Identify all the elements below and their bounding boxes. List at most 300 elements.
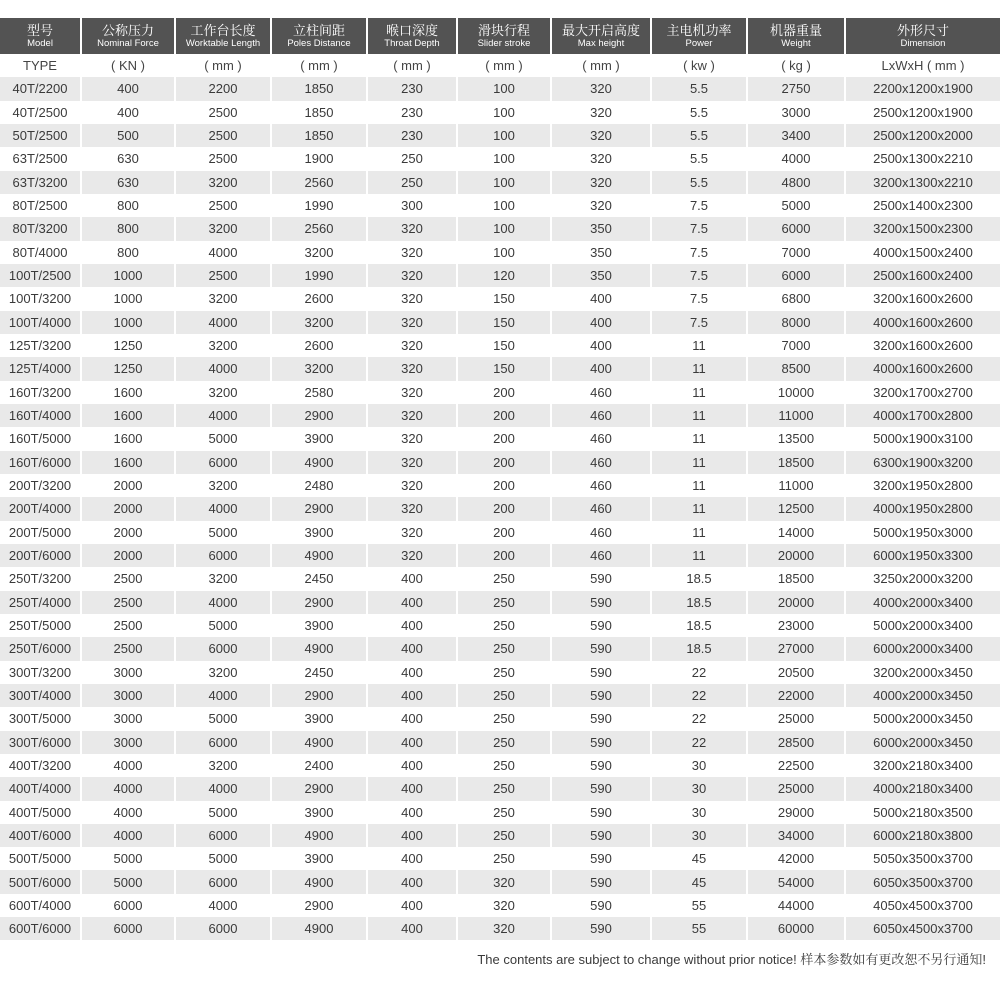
- table-cell: 590: [552, 637, 652, 660]
- table-cell: 7000: [748, 334, 846, 357]
- table-cell: 590: [552, 684, 652, 707]
- table-cell: 2500: [176, 124, 272, 147]
- table-row: [0, 287, 1000, 310]
- table-cell: 630: [82, 171, 176, 194]
- table-cell: 320: [552, 124, 652, 147]
- table-cell: 3200x1600x2600: [846, 334, 1000, 357]
- table-cell: 6000x2000x3450: [846, 731, 1000, 754]
- table-cell: 18.5: [652, 591, 748, 614]
- table-cell: 460: [552, 474, 652, 497]
- table-cell: 45: [652, 847, 748, 870]
- table-cell: 320: [368, 404, 458, 427]
- table-cell: 4000x2000x3400: [846, 591, 1000, 614]
- table-cell: 3200: [176, 171, 272, 194]
- table-row: [0, 497, 1000, 520]
- table-cell: 5000x1950x3000: [846, 521, 1000, 544]
- table-cell: 320: [368, 474, 458, 497]
- table-row: [0, 707, 1000, 730]
- table-cell: 590: [552, 777, 652, 800]
- table-cell: 7.5: [652, 264, 748, 287]
- table-cell: 250: [458, 707, 552, 730]
- table-cell: 6000x2000x3400: [846, 637, 1000, 660]
- table-cell: 6000: [176, 870, 272, 893]
- table-cell: 2500: [176, 101, 272, 124]
- table-cell: 6000: [748, 217, 846, 240]
- table-cell: 3000: [82, 684, 176, 707]
- table-cell: 1250: [82, 357, 176, 380]
- table-cell: 4900: [272, 637, 368, 660]
- table-cell: 6000: [82, 917, 176, 940]
- table-cell: 2560: [272, 217, 368, 240]
- table-cell: 25000: [748, 777, 846, 800]
- table-cell: 11: [652, 427, 748, 450]
- table-cell: 590: [552, 917, 652, 940]
- table-cell: 6050x3500x3700: [846, 870, 1000, 893]
- table-cell: 60000: [748, 917, 846, 940]
- table-cell: 590: [552, 801, 652, 824]
- table-cell: 320: [458, 870, 552, 893]
- table-cell: 320: [368, 381, 458, 404]
- table-row: [0, 264, 1000, 287]
- table-cell: 3200: [176, 287, 272, 310]
- table-cell: 50T/2500: [0, 124, 82, 147]
- table-cell: 5000x2000x3400: [846, 614, 1000, 637]
- table-cell: 23000: [748, 614, 846, 637]
- table-cell: 4900: [272, 731, 368, 754]
- table-cell: 11000: [748, 404, 846, 427]
- table-cell: 100: [458, 241, 552, 264]
- table-cell: 320: [368, 241, 458, 264]
- table-cell: 2900: [272, 404, 368, 427]
- table-cell: 200: [458, 451, 552, 474]
- table-cell: 4000: [176, 777, 272, 800]
- table-cell: 120: [458, 264, 552, 287]
- table-row: [0, 217, 1000, 240]
- table-cell: 4000: [82, 754, 176, 777]
- table-cell: 400: [368, 917, 458, 940]
- table-row: [0, 101, 1000, 124]
- table-cell: 7000: [748, 241, 846, 264]
- table-cell: 320: [458, 917, 552, 940]
- table-cell: 3200: [176, 474, 272, 497]
- table-cell: 600T/6000: [0, 917, 82, 940]
- table-cell: 320: [368, 287, 458, 310]
- table-cell: 320: [368, 427, 458, 450]
- table-cell: 11: [652, 521, 748, 544]
- table-cell: 320: [458, 894, 552, 917]
- table-cell: 1600: [82, 381, 176, 404]
- table-cell: 2500: [82, 591, 176, 614]
- table-cell: 4000x1600x2600: [846, 357, 1000, 380]
- table-cell: 350: [552, 264, 652, 287]
- column-header-en: Poles Distance: [287, 37, 351, 49]
- table-cell: 320: [552, 194, 652, 217]
- table-cell: 22: [652, 684, 748, 707]
- table-cell: 3900: [272, 801, 368, 824]
- table-cell: 2500: [82, 637, 176, 660]
- table-cell: 400: [552, 334, 652, 357]
- table-row: [0, 241, 1000, 264]
- table-cell: 3900: [272, 521, 368, 544]
- column-header-zh: 最大开启高度: [561, 22, 640, 38]
- column-header: [652, 18, 748, 54]
- table-row: [0, 194, 1000, 217]
- table-cell: 590: [552, 661, 652, 684]
- table-cell: 590: [552, 870, 652, 893]
- table-cell: 20500: [748, 661, 846, 684]
- table-cell: 200T/3200: [0, 474, 82, 497]
- table-cell: 63T/2500: [0, 147, 82, 170]
- table-cell: 2000: [82, 521, 176, 544]
- table-cell: 3200: [272, 311, 368, 334]
- table-cell: 400: [368, 754, 458, 777]
- table-cell: 22000: [748, 684, 846, 707]
- table-cell: 2000: [82, 544, 176, 567]
- table-cell: 1000: [82, 264, 176, 287]
- unit-cell: ( kg ): [748, 54, 846, 77]
- table-cell: 2500x1400x2300: [846, 194, 1000, 217]
- table-cell: 28500: [748, 731, 846, 754]
- table-cell: 320: [368, 497, 458, 520]
- table-cell: 2500: [176, 147, 272, 170]
- table-row: [0, 357, 1000, 380]
- table-cell: 320: [552, 101, 652, 124]
- table-cell: 5.5: [652, 147, 748, 170]
- table-cell: 1850: [272, 124, 368, 147]
- table-cell: 6300x1900x3200: [846, 451, 1000, 474]
- table-cell: 2600: [272, 287, 368, 310]
- table-cell: 5000: [176, 847, 272, 870]
- table-cell: 460: [552, 544, 652, 567]
- table-row: [0, 381, 1000, 404]
- table-cell: 400: [368, 870, 458, 893]
- table-cell: 2750: [748, 77, 846, 100]
- table-cell: 4000x1950x2800: [846, 497, 1000, 520]
- table-row: [0, 544, 1000, 567]
- table-cell: 250: [458, 731, 552, 754]
- table-cell: 11: [652, 357, 748, 380]
- table-cell: 11: [652, 544, 748, 567]
- table-row: [0, 870, 1000, 893]
- table-cell: 320: [368, 451, 458, 474]
- table-cell: 4000: [176, 591, 272, 614]
- table-cell: 40T/2500: [0, 101, 82, 124]
- table-cell: 3200: [272, 241, 368, 264]
- table-cell: 22: [652, 707, 748, 730]
- table-cell: 460: [552, 404, 652, 427]
- table-cell: 5.5: [652, 124, 748, 147]
- table-cell: 320: [368, 521, 458, 544]
- table-cell: 2500: [82, 614, 176, 637]
- table-cell: 160T/6000: [0, 451, 82, 474]
- table-row: [0, 404, 1000, 427]
- table-cell: 8000: [748, 311, 846, 334]
- column-header-en: Throat Depth: [384, 37, 440, 49]
- table-cell: 400: [368, 847, 458, 870]
- table-cell: 3200x1600x2600: [846, 287, 1000, 310]
- column-header-en: Dimension: [900, 37, 946, 49]
- table-cell: 4900: [272, 544, 368, 567]
- table-cell: 3200x1300x2210: [846, 171, 1000, 194]
- column-header-zh: 立柱间距: [292, 22, 345, 38]
- table-cell: 230: [368, 124, 458, 147]
- table-cell: 3200: [176, 567, 272, 590]
- table-cell: 2560: [272, 171, 368, 194]
- table-cell: 500T/6000: [0, 870, 82, 893]
- table-cell: 200: [458, 474, 552, 497]
- table-cell: 200: [458, 381, 552, 404]
- table-cell: 400: [368, 637, 458, 660]
- table-cell: 350: [552, 241, 652, 264]
- table-cell: 590: [552, 824, 652, 847]
- table-cell: 10000: [748, 381, 846, 404]
- table-cell: 200T/5000: [0, 521, 82, 544]
- table-cell: 320: [368, 357, 458, 380]
- column-header-en: Nominal Force: [97, 37, 159, 49]
- table-row: [0, 334, 1000, 357]
- table-cell: 800: [82, 217, 176, 240]
- table-cell: 400: [552, 311, 652, 334]
- unit-cell: LxWxH ( mm ): [846, 54, 1000, 77]
- table-cell: 7.5: [652, 287, 748, 310]
- table-cell: 6050x4500x3700: [846, 917, 1000, 940]
- table-cell: 22: [652, 731, 748, 754]
- table-cell: 80T/4000: [0, 241, 82, 264]
- table-cell: 400T/3200: [0, 754, 82, 777]
- table-cell: 590: [552, 754, 652, 777]
- table-cell: 4000: [176, 684, 272, 707]
- table-cell: 400: [368, 707, 458, 730]
- table-cell: 4000x1500x2400: [846, 241, 1000, 264]
- table-cell: 44000: [748, 894, 846, 917]
- table-cell: 42000: [748, 847, 846, 870]
- table-cell: 400: [368, 661, 458, 684]
- table-cell: 3200x2180x3400: [846, 754, 1000, 777]
- unit-cell: ( mm ): [552, 54, 652, 77]
- table-cell: 6000x2180x3800: [846, 824, 1000, 847]
- table-cell: 4900: [272, 870, 368, 893]
- table-cell: 22500: [748, 754, 846, 777]
- table-cell: 2900: [272, 497, 368, 520]
- table-cell: 250: [458, 824, 552, 847]
- table-cell: 4000x1700x2800: [846, 404, 1000, 427]
- table-cell: 100: [458, 101, 552, 124]
- table-cell: 400: [368, 731, 458, 754]
- table-cell: 100: [458, 194, 552, 217]
- table-cell: 590: [552, 731, 652, 754]
- table-cell: 4000: [748, 147, 846, 170]
- table-cell: 200: [458, 427, 552, 450]
- table-cell: 4800: [748, 171, 846, 194]
- table-row: [0, 731, 1000, 754]
- table-cell: 13500: [748, 427, 846, 450]
- table-cell: 3200: [176, 754, 272, 777]
- table-cell: 6800: [748, 287, 846, 310]
- table-row: [0, 451, 1000, 474]
- table-cell: 100: [458, 147, 552, 170]
- table-row: [0, 637, 1000, 660]
- table-cell: 5000: [176, 614, 272, 637]
- table-cell: 4900: [272, 824, 368, 847]
- table-cell: 4000: [176, 357, 272, 380]
- table-cell: 11: [652, 474, 748, 497]
- table-cell: 45: [652, 870, 748, 893]
- table-cell: 1000: [82, 311, 176, 334]
- table-cell: 6000: [176, 731, 272, 754]
- table-cell: 400: [368, 684, 458, 707]
- table-cell: 6000: [748, 264, 846, 287]
- table-cell: 100: [458, 217, 552, 240]
- table-cell: 4000: [176, 311, 272, 334]
- table-cell: 400: [368, 591, 458, 614]
- table-cell: 4000: [82, 824, 176, 847]
- table-cell: 200T/6000: [0, 544, 82, 567]
- table-cell: 590: [552, 894, 652, 917]
- table-cell: 6000: [82, 894, 176, 917]
- table-cell: 3200: [272, 357, 368, 380]
- table-cell: 400: [552, 357, 652, 380]
- unit-cell: ( mm ): [458, 54, 552, 77]
- column-header: [846, 18, 1000, 54]
- table-cell: 4000: [82, 777, 176, 800]
- table-cell: 500T/5000: [0, 847, 82, 870]
- table-cell: 4900: [272, 917, 368, 940]
- table-cell: 460: [552, 451, 652, 474]
- table-cell: 320: [552, 77, 652, 100]
- table-cell: 11: [652, 404, 748, 427]
- table-cell: 2500: [176, 194, 272, 217]
- table-cell: 30: [652, 801, 748, 824]
- table-row: [0, 521, 1000, 544]
- table-cell: 4000: [176, 404, 272, 427]
- table-cell: 30: [652, 777, 748, 800]
- table-row: [0, 147, 1000, 170]
- table-cell: 5.5: [652, 171, 748, 194]
- table-cell: 300T/5000: [0, 707, 82, 730]
- table-cell: 3000: [82, 707, 176, 730]
- table-cell: 400T/5000: [0, 801, 82, 824]
- table-cell: 1600: [82, 427, 176, 450]
- table-cell: 400: [368, 567, 458, 590]
- table-cell: 600T/4000: [0, 894, 82, 917]
- table-cell: 4000: [82, 801, 176, 824]
- table-cell: 2500x1200x2000: [846, 124, 1000, 147]
- footnote: The contents are subject to change without prior notice! 样本参数如有更改恕不另行通知!: [477, 952, 986, 967]
- table-cell: 1850: [272, 101, 368, 124]
- table-row: [0, 124, 1000, 147]
- column-header-en: Worktable Length: [185, 37, 261, 49]
- table-row: [0, 847, 1000, 870]
- table-cell: 14000: [748, 521, 846, 544]
- table-cell: 3200: [176, 334, 272, 357]
- table-cell: 100T/4000: [0, 311, 82, 334]
- column-header-zh: 机器重量: [769, 22, 822, 38]
- table-cell: 11: [652, 334, 748, 357]
- unit-cell: ( KN ): [82, 54, 176, 77]
- table-cell: 460: [552, 497, 652, 520]
- table-cell: 12500: [748, 497, 846, 520]
- unit-row: [0, 54, 1000, 77]
- column-header-en: Max height: [577, 37, 625, 49]
- table-cell: 1000: [82, 287, 176, 310]
- table-cell: 3200: [176, 217, 272, 240]
- table-cell: 230: [368, 101, 458, 124]
- table-cell: 590: [552, 567, 652, 590]
- table-cell: 80T/3200: [0, 217, 82, 240]
- table-cell: 5000: [176, 521, 272, 544]
- column-header: [552, 18, 652, 54]
- table-cell: 18.5: [652, 614, 748, 637]
- table-cell: 1900: [272, 147, 368, 170]
- table-cell: 800: [82, 241, 176, 264]
- table-cell: 320: [368, 217, 458, 240]
- table-cell: 125T/4000: [0, 357, 82, 380]
- table-cell: 300: [368, 194, 458, 217]
- table-cell: 3900: [272, 847, 368, 870]
- column-header: [458, 18, 552, 54]
- table-cell: 150: [458, 357, 552, 380]
- table-cell: 300T/3200: [0, 661, 82, 684]
- column-header-en: Slider stroke: [477, 37, 531, 49]
- table-cell: 6000: [176, 824, 272, 847]
- column-header-zh: 型号: [26, 22, 53, 38]
- table-cell: 1990: [272, 194, 368, 217]
- table-cell: 2500: [176, 264, 272, 287]
- table-cell: 6000: [176, 451, 272, 474]
- table-cell: 400T/6000: [0, 824, 82, 847]
- table-row: [0, 567, 1000, 590]
- table-cell: 7.5: [652, 217, 748, 240]
- column-header-zh: 公称压力: [101, 22, 154, 38]
- table-cell: 2450: [272, 661, 368, 684]
- table-cell: 7.5: [652, 311, 748, 334]
- table-cell: 250: [458, 777, 552, 800]
- table-cell: 590: [552, 847, 652, 870]
- table-cell: 250: [458, 567, 552, 590]
- table-row: [0, 894, 1000, 917]
- table-row: [0, 311, 1000, 334]
- table-cell: 125T/3200: [0, 334, 82, 357]
- column-header-en: Model: [27, 37, 53, 49]
- table-cell: 1850: [272, 77, 368, 100]
- table-cell: 1600: [82, 404, 176, 427]
- table-cell: 18500: [748, 567, 846, 590]
- table-row: [0, 591, 1000, 614]
- table-cell: 3900: [272, 614, 368, 637]
- table-cell: 590: [552, 591, 652, 614]
- header-row: [0, 18, 1000, 54]
- unit-cell: ( mm ): [368, 54, 458, 77]
- table-cell: 400: [552, 287, 652, 310]
- table-cell: 5000x2180x3500: [846, 801, 1000, 824]
- table-cell: 250: [458, 637, 552, 660]
- table-cell: 2500x1200x1900: [846, 101, 1000, 124]
- column-header: [176, 18, 272, 54]
- table-cell: 150: [458, 311, 552, 334]
- table-cell: 250: [368, 147, 458, 170]
- table-cell: 320: [552, 147, 652, 170]
- table-cell: 2900: [272, 894, 368, 917]
- table-cell: 2400: [272, 754, 368, 777]
- table-cell: 320: [368, 334, 458, 357]
- table-cell: 55: [652, 917, 748, 940]
- table-cell: 18.5: [652, 637, 748, 660]
- column-header-en: Weight: [781, 37, 811, 49]
- table-cell: 3200x1500x2300: [846, 217, 1000, 240]
- table-cell: 5000: [176, 707, 272, 730]
- table-cell: 63T/3200: [0, 171, 82, 194]
- table-cell: 20000: [748, 591, 846, 614]
